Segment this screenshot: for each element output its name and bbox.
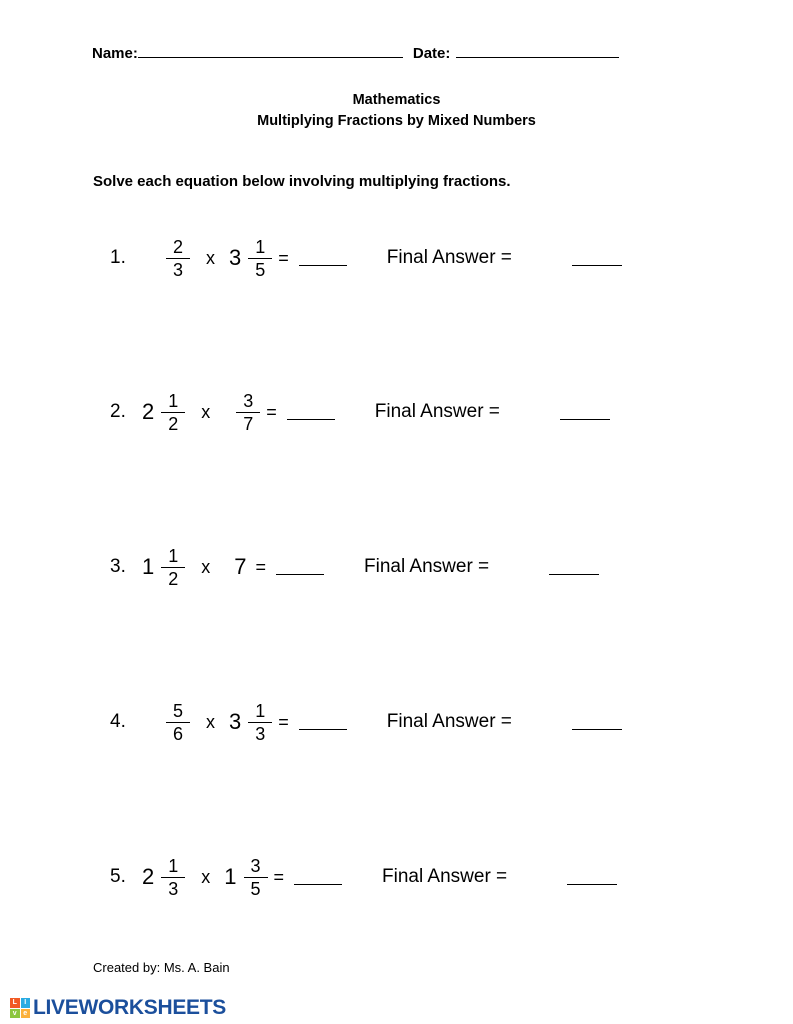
problem-row xyxy=(110,223,720,293)
instructions-text: Solve each equation below involving multiplying fractions. xyxy=(93,173,511,190)
fraction-right xyxy=(236,392,260,433)
problem-row xyxy=(110,842,720,912)
fraction-numerator: 3 xyxy=(243,390,254,411)
final-answer-blank[interactable] xyxy=(567,870,617,885)
equals-symbol: = xyxy=(273,866,285,887)
fraction-denominator: 6 xyxy=(172,723,183,744)
final-answer-label: Final Answer = xyxy=(364,556,490,577)
mixed-whole-left: 2 xyxy=(142,864,155,889)
name-label: Name: xyxy=(92,45,138,62)
problem-row xyxy=(110,687,720,757)
problem-number: 2. xyxy=(110,401,126,422)
multiply-symbol: x xyxy=(201,556,211,577)
fraction-numerator: 1 xyxy=(168,390,179,411)
fraction-denominator: 3 xyxy=(172,259,183,280)
logo-tile: I xyxy=(21,998,31,1008)
title-subject: Mathematics xyxy=(352,92,441,108)
brand-wordmark: LIVEWORKSHEETS xyxy=(33,996,226,1019)
logo-tile: L xyxy=(10,998,20,1008)
page-title xyxy=(0,90,793,132)
fraction-left xyxy=(161,547,185,588)
mixed-whole-left: 1 xyxy=(142,554,155,579)
problem-number: 3. xyxy=(110,556,126,577)
fraction-denominator: 2 xyxy=(168,413,179,434)
whole-number-right: 7 xyxy=(234,554,247,579)
date-input-line[interactable] xyxy=(456,44,619,58)
problem-number: 4. xyxy=(110,711,126,732)
final-answer-blank[interactable] xyxy=(572,251,622,266)
fraction-left xyxy=(161,857,185,898)
date-label: Date: xyxy=(412,45,451,62)
fraction-left xyxy=(161,392,185,433)
fraction-denominator: 5 xyxy=(250,878,261,899)
answer-blank[interactable] xyxy=(276,560,324,575)
problem-number: 5. xyxy=(110,866,126,887)
logo-tile: v xyxy=(10,1009,20,1019)
fraction-right xyxy=(244,857,268,898)
multiply-symbol: x xyxy=(201,866,211,887)
fraction-numerator: 2 xyxy=(172,236,183,257)
liveworksheets-logo-icon xyxy=(10,998,30,1018)
problem-row xyxy=(110,377,720,447)
answer-blank[interactable] xyxy=(294,870,342,885)
equals-symbol: = xyxy=(255,556,267,577)
fraction-denominator: 3 xyxy=(168,878,179,899)
fraction-left xyxy=(166,238,190,279)
final-answer-label: Final Answer = xyxy=(382,866,508,887)
fraction-right xyxy=(248,238,272,279)
fraction-left xyxy=(166,702,190,743)
fraction-denominator: 5 xyxy=(255,259,266,280)
final-answer-blank[interactable] xyxy=(560,405,610,420)
problem-number: 1. xyxy=(110,247,126,268)
fraction-denominator: 3 xyxy=(255,723,266,744)
name-input-line[interactable] xyxy=(138,44,403,58)
fraction-numerator: 1 xyxy=(168,855,179,876)
final-answer-label: Final Answer = xyxy=(386,711,512,732)
final-answer-blank[interactable] xyxy=(549,560,599,575)
equals-symbol: = xyxy=(278,711,289,732)
title-topic: Multiplying Fractions by Mixed Numbers xyxy=(257,113,536,129)
multiply-symbol: x xyxy=(206,247,215,268)
fraction-denominator: 2 xyxy=(168,568,179,589)
mixed-whole-left: 2 xyxy=(142,399,155,424)
logo-tile: e xyxy=(21,1009,31,1019)
answer-blank[interactable] xyxy=(287,405,335,420)
fraction-numerator: 1 xyxy=(255,236,266,257)
final-answer-label: Final Answer = xyxy=(374,401,500,422)
created-by-text: Created by: Ms. A. Bain xyxy=(93,960,230,975)
problem-row xyxy=(110,532,720,602)
mixed-whole-right: 3 xyxy=(229,245,242,270)
fraction-denominator: 7 xyxy=(243,413,254,434)
answer-blank[interactable] xyxy=(299,251,347,266)
answer-blank[interactable] xyxy=(299,715,347,730)
fraction-numerator: 5 xyxy=(172,700,183,721)
mixed-whole-right: 1 xyxy=(224,864,237,889)
fraction-numerator: 1 xyxy=(255,700,266,721)
final-answer-label: Final Answer = xyxy=(386,247,512,268)
fraction-numerator: 1 xyxy=(168,545,179,566)
fraction-numerator: 3 xyxy=(250,855,261,876)
liveworksheets-brand[interactable] xyxy=(10,996,226,1020)
multiply-symbol: x xyxy=(206,711,215,732)
equals-symbol: = xyxy=(278,247,289,268)
equals-symbol: = xyxy=(266,401,277,422)
mixed-whole-right: 3 xyxy=(229,709,242,734)
name-date-header xyxy=(92,44,703,62)
final-answer-blank[interactable] xyxy=(572,715,622,730)
multiply-symbol: x xyxy=(201,401,211,422)
fraction-right xyxy=(248,702,272,743)
